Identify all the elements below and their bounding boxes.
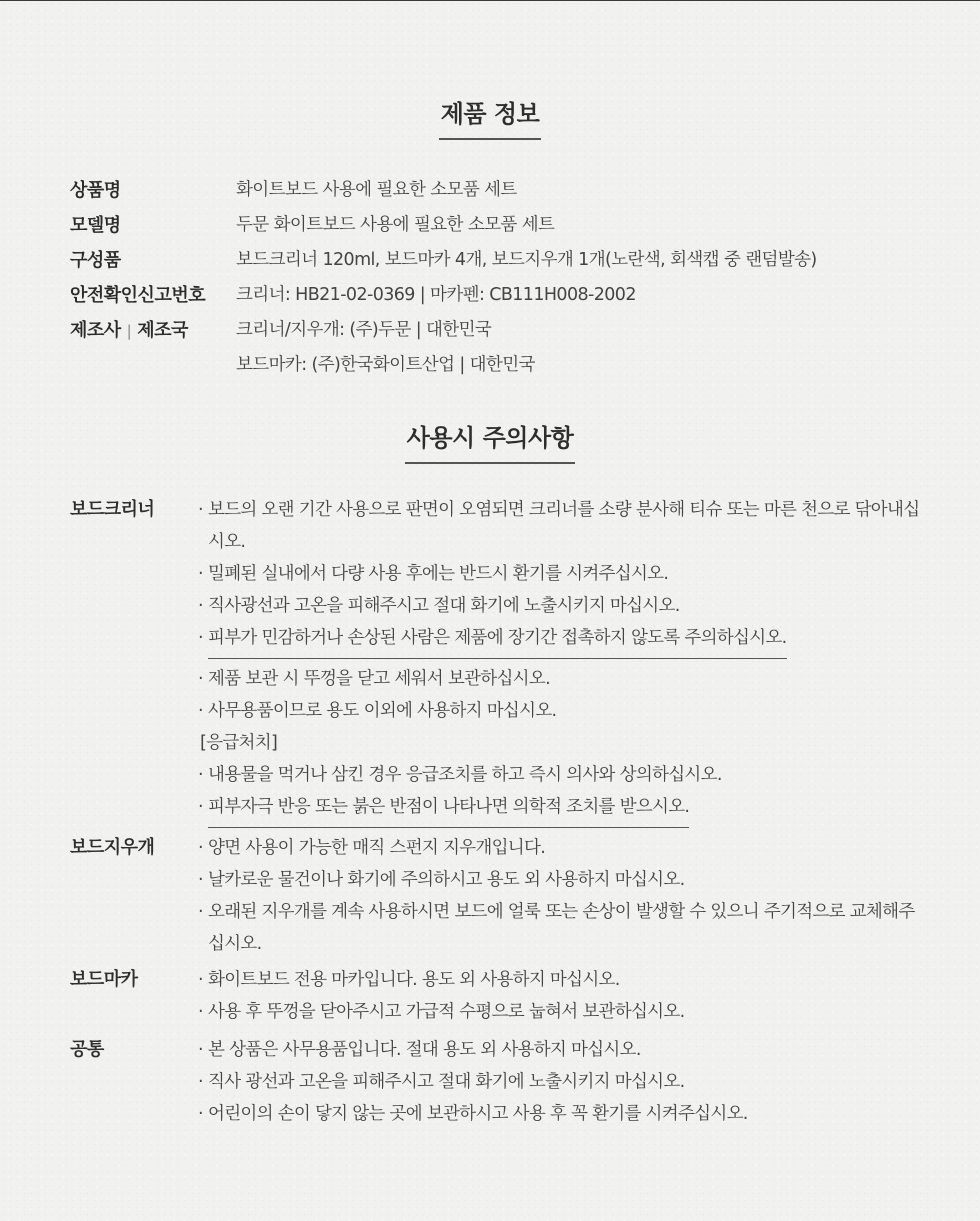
info-value: 두문 화이트보드 사용에 필요한 소모품 세트	[236, 215, 555, 235]
caution-item: · 어린이의 손이 닿지 않는 곳에 보관하시고 사용 후 꼭 환기를 시켜주십시오.	[198, 1098, 930, 1130]
caution-group-label: 보드지우개	[70, 837, 155, 858]
first-aid-heading: [응급처치]	[200, 733, 278, 753]
caution-item-text: 피부가 민감하거나 손상된 사람은 제품에 장기간 접촉하지 않도록 주의하십시오.	[208, 622, 787, 659]
caution-group-eraser	[70, 832, 930, 960]
caution-item: · 직사광선과 고온을 피해주시고 절대 화기에 노출시키지 마십시오.	[198, 590, 930, 622]
caution-item: · 날카로운 물건이나 화기에 주의하시고 용도 외 사용하지 마십시오.	[198, 864, 930, 896]
caution-items	[198, 832, 930, 960]
product-info-heading	[0, 94, 980, 140]
cautions-heading	[0, 418, 980, 464]
caution-item-text: 피부자극 반응 또는 붉은 반점이 나타나면 의학적 조치를 받으시오.	[208, 791, 689, 828]
top-border	[0, 0, 980, 1]
caution-group-cleaner	[70, 494, 930, 832]
info-row-model-name	[70, 206, 950, 241]
info-value: 보드마카: (주)한국화이트산업 | 대한민국	[236, 355, 535, 375]
caution-group-common	[70, 1034, 930, 1130]
info-value: 화이트보드 사용에 필요한 소모품 세트	[236, 180, 517, 200]
caution-item: · 사무용품이므로 용도 이외에 사용하지 마십시오.	[198, 695, 930, 727]
info-row-product-name	[70, 171, 950, 206]
caution-item: · 직사 광선과 고온을 피해주시고 절대 화기에 노출시키지 마십시오.	[198, 1066, 930, 1098]
caution-items	[198, 1034, 930, 1130]
info-row-components	[70, 241, 950, 276]
caution-group-marker	[70, 964, 930, 1028]
caution-item-underlined	[198, 791, 930, 832]
caution-item: · 보드의 오랜 기간 사용으로 판면이 오염되면 크리너를 소량 분사해 티슈 또는 마른 천으로 닦아내십시오.	[198, 494, 930, 558]
key-separator: |	[126, 321, 132, 340]
info-value: 크리너/지우개: (주)두문 | 대한민국	[236, 320, 492, 340]
caution-item-underlined	[198, 622, 930, 663]
caution-item: · 밀폐된 실내에서 다량 사용 후에는 반드시 환기를 시켜주십시오.	[198, 558, 930, 590]
caution-item: · 본 상품은 사무용품입니다. 절대 용도 외 사용하지 마십시오.	[198, 1034, 930, 1066]
manufacturer-key: 제조사	[70, 319, 121, 341]
info-key: 구성품	[70, 249, 121, 271]
caution-item: · 내용물을 먹거나 삼킨 경우 응급조치를 하고 즉시 의사와 상의하십시오.	[198, 759, 930, 791]
country-key: 제조국	[137, 319, 188, 341]
info-key: 안전확인신고번호	[70, 284, 206, 306]
info-row-manufacturer-marker	[70, 346, 950, 381]
info-row-manufacturer	[70, 311, 950, 346]
info-row-safety-number	[70, 276, 950, 311]
product-info-title: 제품 정보	[439, 94, 542, 140]
caution-item: · 화이트보드 전용 마카입니다. 용도 외 사용하지 마십시오.	[198, 964, 930, 996]
info-key	[70, 316, 236, 342]
caution-item: · 사용 후 뚜껑을 닫아주시고 가급적 수평으로 눕혀서 보관하십시오.	[198, 996, 930, 1028]
cautions-title: 사용시 주의사항	[405, 418, 576, 464]
info-key: 상품명	[70, 179, 121, 201]
info-value: 크리너: HB21-02-0369 | 마카펜: CB111H008-2002	[236, 285, 636, 305]
caution-items	[198, 964, 930, 1028]
caution-items	[198, 494, 930, 832]
caution-item: · 양면 사용이 가능한 매직 스펀지 지우개입니다.	[198, 832, 930, 864]
product-info-table	[70, 171, 950, 381]
caution-item: · 제품 보관 시 뚜껑을 닫고 세워서 보관하십시오.	[198, 663, 930, 695]
info-key: 모델명	[70, 214, 121, 236]
caution-group-label: 보드크리너	[70, 499, 155, 520]
caution-group-label: 공통	[70, 1039, 104, 1060]
caution-item: · 오래된 지우개를 계속 사용하시면 보드에 얼룩 또는 손상이 발생할 수 있으니 주기적으로 교체해주십시오.	[198, 896, 930, 960]
caution-group-label: 보드마카	[70, 969, 138, 990]
cautions-list	[70, 494, 930, 1130]
info-value: 보드크리너 120ml, 보드마카 4개, 보드지우개 1개(노란색, 회색캡 중 랜덤발송)	[236, 250, 817, 270]
